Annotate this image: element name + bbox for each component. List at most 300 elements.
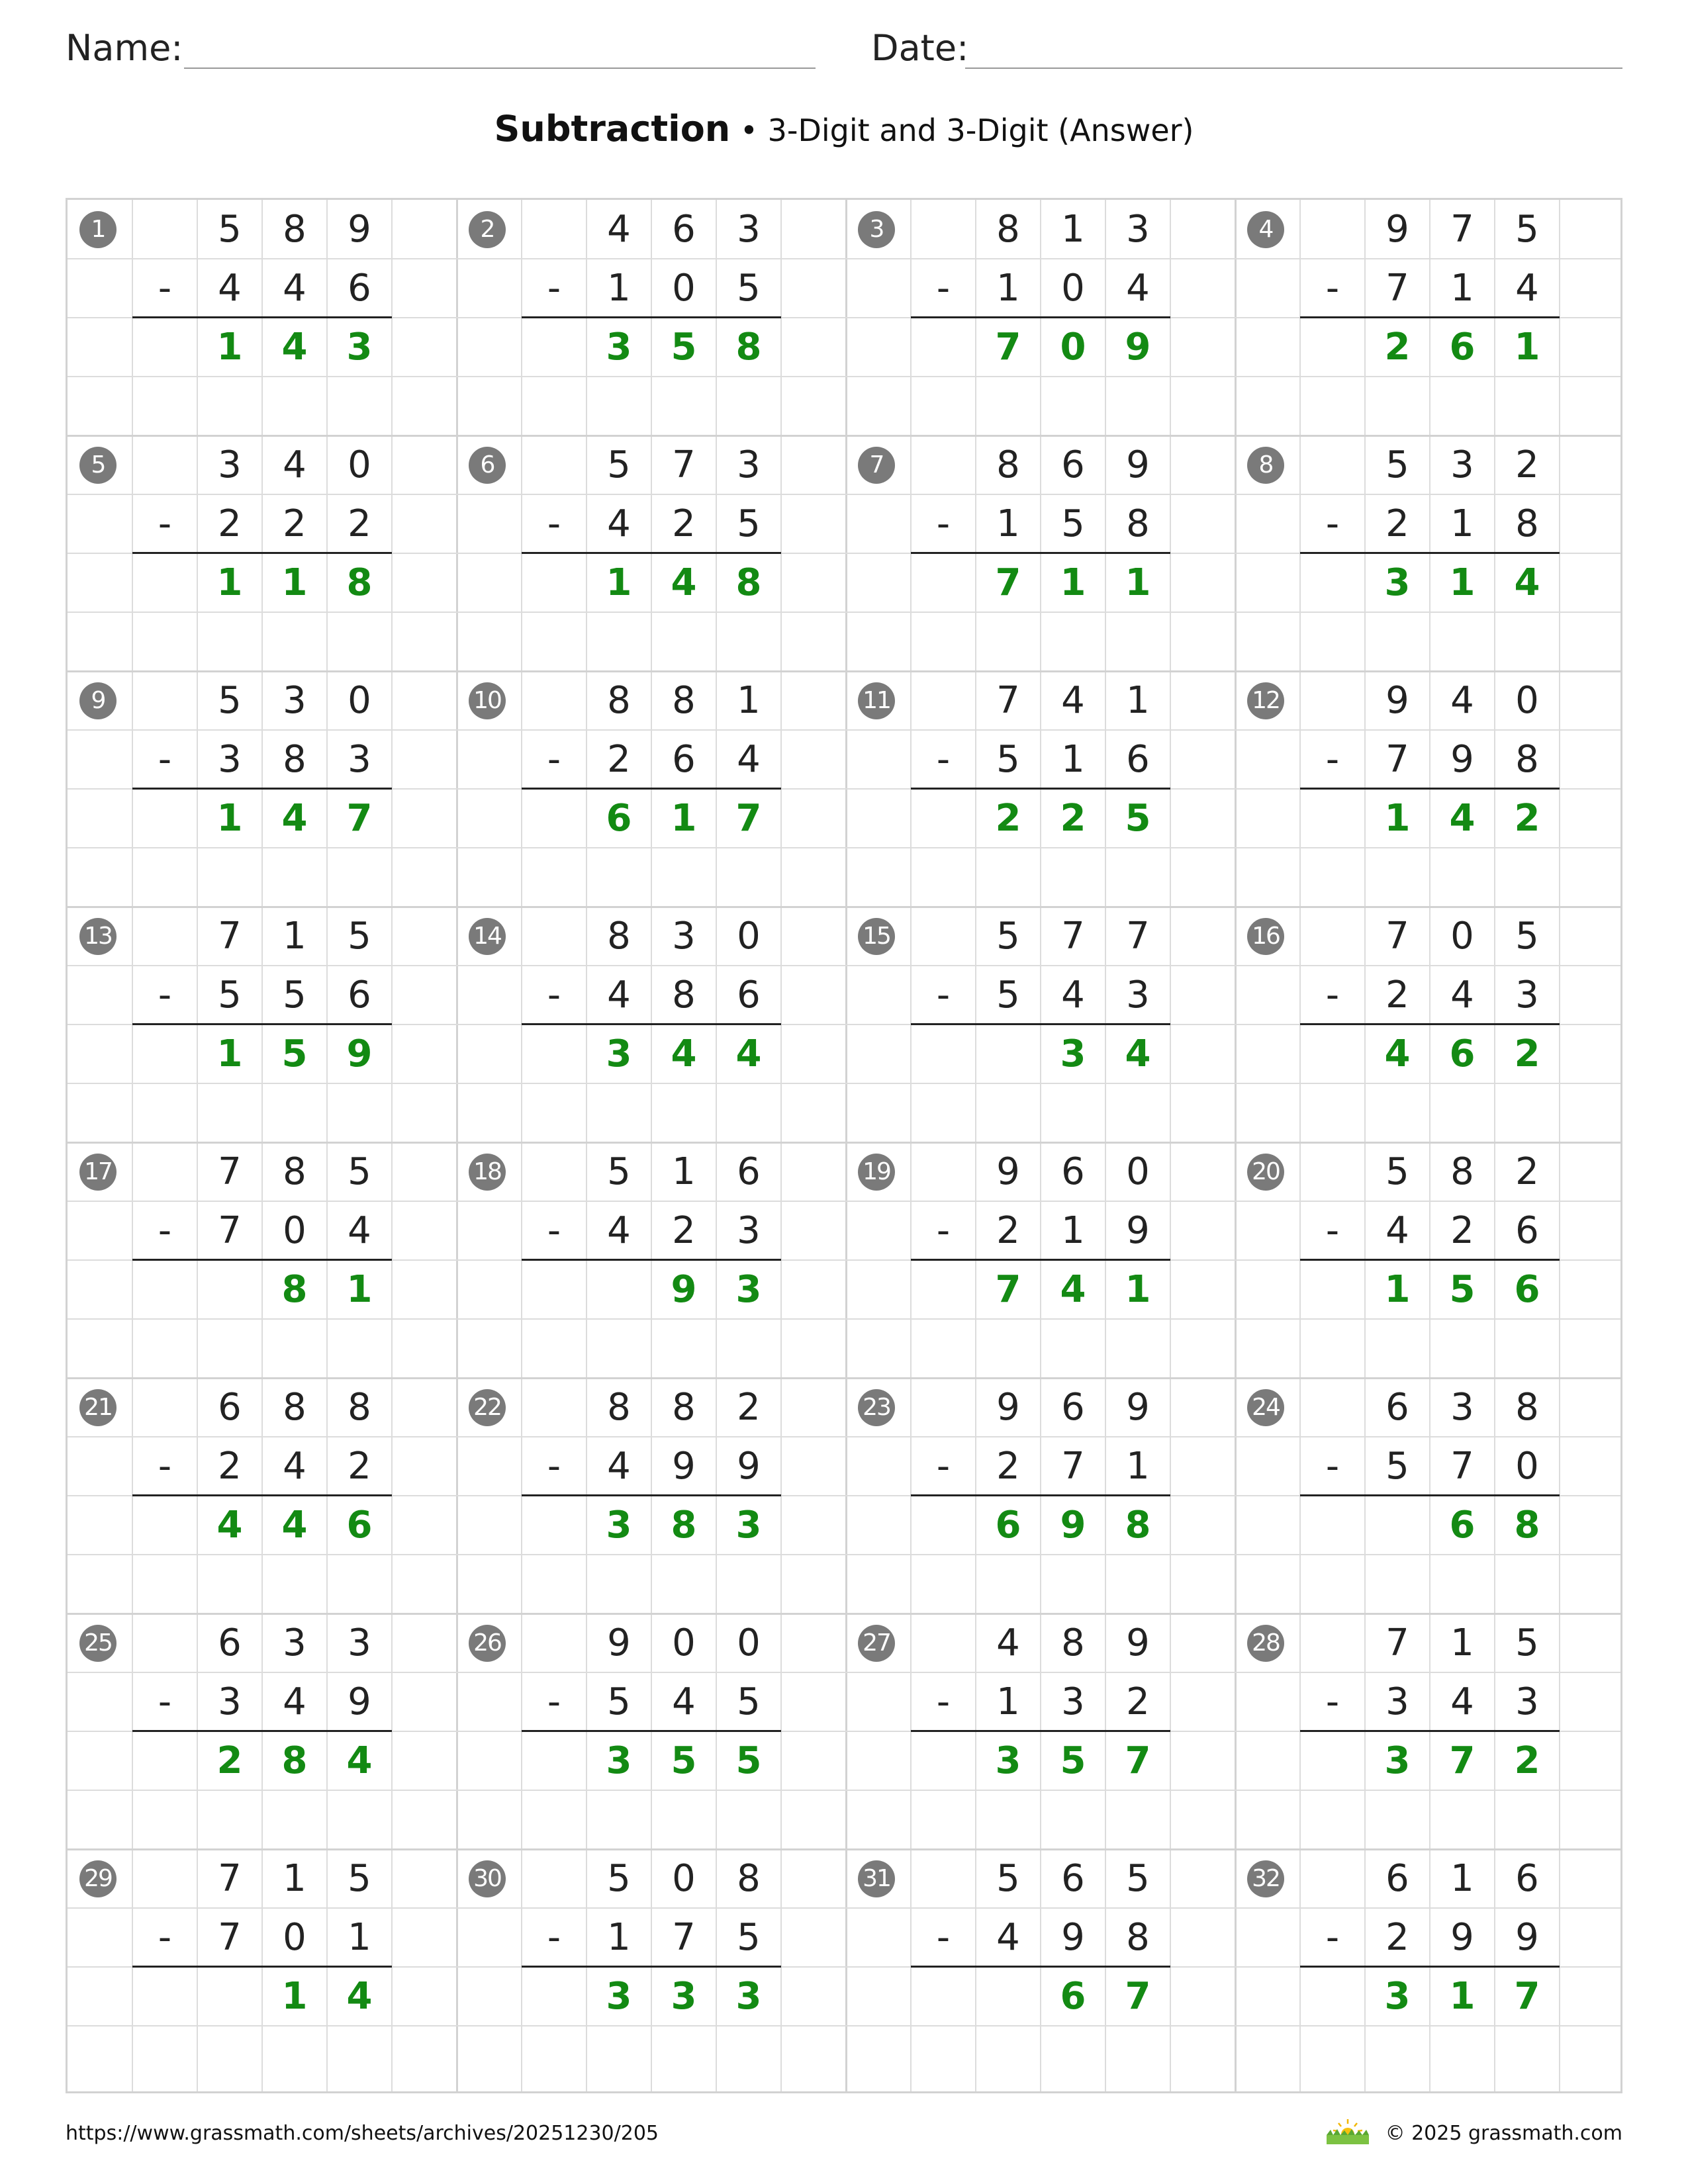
problem-number-badge: 8	[1247, 447, 1284, 484]
problem-number-badge: 4	[1247, 211, 1284, 248]
problem-number-badge: 21	[79, 1389, 117, 1426]
answer-digit[interactable]: 3	[1060, 1032, 1086, 1075]
answer-digit[interactable]: 1	[1514, 326, 1540, 369]
minus-sign: -	[1325, 1445, 1340, 1488]
answer-digit[interactable]: 6	[1514, 1268, 1540, 1311]
answer-digit[interactable]: 8	[735, 561, 762, 604]
problem-number-badge: 9	[79, 682, 117, 719]
minuend-digit: 3	[1450, 1386, 1474, 1429]
problem-8	[1235, 435, 1624, 671]
minus-sign: -	[158, 1209, 172, 1252]
answer-digit[interactable]: 2	[1384, 326, 1411, 369]
problem-number-badge: 12	[1247, 682, 1284, 719]
answer-digit[interactable]: 8	[1514, 1504, 1540, 1547]
problem-27	[846, 1614, 1235, 1849]
answer-digit[interactable]: 4	[1384, 1032, 1411, 1075]
subtrahend-digit: 5	[737, 267, 761, 310]
minuend-digit: 1	[283, 1857, 306, 1900]
minus-sign: -	[1325, 974, 1340, 1017]
answer-digit[interactable]: 1	[606, 561, 632, 604]
minuend-digit: 2	[1515, 1150, 1539, 1193]
subtrahend-digit: 1	[348, 1916, 371, 1959]
answer-digit[interactable]: 5	[735, 1739, 762, 1782]
subtrahend-digit: 5	[1385, 1445, 1409, 1488]
subtrahend-digit: 5	[996, 738, 1020, 781]
minuend-digit: 3	[218, 443, 242, 486]
answer-digit[interactable]: 3	[606, 1739, 632, 1782]
subtrahend-digit: 1	[1126, 1445, 1150, 1488]
subtrahend-digit: 1	[996, 1680, 1020, 1723]
minuend-digit: 6	[1061, 1150, 1085, 1193]
problem-10	[457, 671, 846, 907]
minuend-digit: 8	[672, 679, 696, 722]
answer-digit[interactable]: 7	[1125, 1975, 1151, 2018]
minuend-digit: 4	[996, 1621, 1020, 1664]
minuend-digit: 5	[348, 1150, 371, 1193]
answer-digit[interactable]: 3	[1384, 1739, 1411, 1782]
subtrahend-digit: 2	[1385, 974, 1409, 1017]
minuend-digit: 5	[1385, 443, 1409, 486]
subtrahend-digit: 8	[672, 974, 696, 1017]
minuend-digit: 9	[1126, 443, 1150, 486]
problem-number-badge: 2	[469, 211, 506, 248]
problem-number-badge: 22	[469, 1389, 506, 1426]
answer-digit[interactable]: 7	[995, 561, 1021, 604]
subtrahend-digit: 3	[1385, 1680, 1409, 1723]
minuend-digit: 8	[1515, 1386, 1539, 1429]
answer-digit[interactable]: 4	[281, 797, 308, 840]
problem-26	[457, 1614, 846, 1849]
answer-digit[interactable]: 4	[346, 1739, 373, 1782]
footer-url[interactable]: https://www.grassmath.com/sheets/archives/20251230/205	[66, 2122, 659, 2145]
answer-digit[interactable]: 5	[1449, 1268, 1476, 1311]
minus-sign: -	[547, 1916, 561, 1959]
problem-number-badge: 11	[858, 682, 895, 719]
answer-digit[interactable]: 6	[1449, 326, 1476, 369]
minuend-digit: 4	[1061, 679, 1085, 722]
subtrahend-digit: 6	[1126, 738, 1150, 781]
subtrahend-digit: 1	[996, 502, 1020, 545]
problem-number-badge: 30	[469, 1860, 506, 1897]
subtrahend-digit: 9	[348, 1680, 371, 1723]
minuend-digit: 6	[737, 1150, 761, 1193]
subtrahend-digit: 2	[283, 502, 306, 545]
minus-sign: -	[1325, 1680, 1340, 1723]
answer-digit[interactable]: 2	[216, 1739, 243, 1782]
answer-digit[interactable]: 0	[1060, 326, 1086, 369]
answer-digit[interactable]: 7	[735, 797, 762, 840]
minuend-digit: 2	[1515, 443, 1539, 486]
problem-23	[846, 1378, 1235, 1614]
answer-digit[interactable]: 1	[1449, 1975, 1476, 2018]
subtrahend-digit: 4	[218, 267, 242, 310]
footer-copyright: © 2025 grassmath.com	[1385, 2122, 1622, 2145]
minuend-digit: 6	[672, 208, 696, 251]
subtrahend-digit: 1	[607, 267, 631, 310]
answer-digit[interactable]: 5	[281, 1032, 308, 1075]
answer-digit[interactable]: 3	[606, 1975, 632, 2018]
problem-20	[1235, 1142, 1624, 1378]
minuend-digit: 8	[607, 679, 631, 722]
answer-digit[interactable]: 1	[346, 1268, 373, 1311]
minuend-digit: 7	[1450, 208, 1474, 251]
answer-digit[interactable]: 4	[735, 1032, 762, 1075]
answer-digit[interactable]: 8	[671, 1504, 697, 1547]
worksheet-grid	[66, 198, 1622, 2093]
problem-number-badge: 25	[79, 1625, 117, 1662]
answer-digit[interactable]: 7	[1449, 1739, 1476, 1782]
answer-digit[interactable]: 4	[1060, 1268, 1086, 1311]
subtrahend-digit: 1	[1061, 1209, 1085, 1252]
subtrahend-digit: 4	[607, 974, 631, 1017]
minuend-digit: 1	[1126, 679, 1150, 722]
name-line[interactable]	[184, 68, 816, 69]
minus-sign: -	[158, 502, 172, 545]
problem-15	[846, 907, 1235, 1142]
minus-sign: -	[936, 267, 951, 310]
answer-digit[interactable]: 4	[671, 561, 697, 604]
answer-digit[interactable]: 9	[346, 1032, 373, 1075]
answer-digit[interactable]: 8	[281, 1268, 308, 1311]
minuend-digit: 5	[1126, 1857, 1150, 1900]
answer-digit[interactable]: 2	[995, 797, 1021, 840]
subtrahend-digit: 0	[283, 1916, 306, 1959]
minuend-digit: 7	[1126, 915, 1150, 958]
answer-digit[interactable]: 1	[216, 561, 243, 604]
minuend-digit: 0	[348, 679, 371, 722]
subtrahend-digit: 9	[737, 1445, 761, 1488]
subtrahend-digit: 3	[1515, 1680, 1539, 1723]
minus-sign: -	[1325, 738, 1340, 781]
answer-digit[interactable]: 1	[1060, 561, 1086, 604]
answer-digit[interactable]: 7	[995, 326, 1021, 369]
problem-number-badge: 15	[858, 918, 895, 955]
answer-digit[interactable]: 3	[735, 1975, 762, 2018]
subtrahend-digit: 2	[348, 502, 371, 545]
subtrahend-digit: 7	[1061, 1445, 1085, 1488]
minus-sign: -	[936, 1209, 951, 1252]
answer-digit[interactable]: 1	[281, 561, 308, 604]
problem-number-badge: 16	[1247, 918, 1284, 955]
minus-sign: -	[936, 738, 951, 781]
answer-digit[interactable]: 4	[1514, 561, 1540, 604]
minuend-digit: 3	[348, 1621, 371, 1664]
problem-13	[68, 907, 457, 1142]
answer-digit[interactable]: 9	[1125, 326, 1151, 369]
answer-digit[interactable]: 3	[606, 1504, 632, 1547]
answer-digit[interactable]: 6	[606, 797, 632, 840]
answer-digit[interactable]: 2	[1514, 797, 1540, 840]
minuend-digit: 8	[607, 915, 631, 958]
minuend-digit: 5	[1515, 1621, 1539, 1664]
answer-digit[interactable]: 1	[1125, 1268, 1151, 1311]
subtrahend-digit: 3	[218, 1680, 242, 1723]
minuend-digit: 8	[737, 1857, 761, 1900]
subtrahend-digit: 4	[1450, 974, 1474, 1017]
answer-digit[interactable]: 4	[281, 1504, 308, 1547]
answer-digit[interactable]: 8	[1125, 1504, 1151, 1547]
problem-16	[1235, 907, 1624, 1142]
subtrahend-digit: 5	[737, 502, 761, 545]
problem-number-badge: 10	[469, 682, 506, 719]
subtrahend-digit: 9	[1450, 1916, 1474, 1959]
minuend-digit: 9	[1385, 679, 1409, 722]
minuend-digit: 7	[218, 1857, 242, 1900]
subtrahend-digit: 7	[1450, 1445, 1474, 1488]
answer-digit[interactable]: 1	[281, 1975, 308, 2018]
problem-12	[1235, 671, 1624, 907]
answer-digit[interactable]: 7	[1125, 1739, 1151, 1782]
subtrahend-digit: 2	[1126, 1680, 1150, 1723]
problem-number-badge: 20	[1247, 1154, 1284, 1191]
minuend-digit: 5	[607, 443, 631, 486]
name-label: Name:	[66, 27, 183, 69]
answer-digit[interactable]: 1	[216, 1032, 243, 1075]
problem-11	[846, 671, 1235, 907]
answer-digit[interactable]: 6	[1449, 1032, 1476, 1075]
minuend-digit: 5	[348, 915, 371, 958]
minuend-digit: 9	[348, 208, 371, 251]
answer-digit[interactable]: 3	[735, 1268, 762, 1311]
problem-number-badge: 13	[79, 918, 117, 955]
subtrahend-digit: 0	[1061, 267, 1085, 310]
subtrahend-digit: 5	[737, 1916, 761, 1959]
answer-digit[interactable]: 4	[281, 326, 308, 369]
answer-digit[interactable]: 5	[1060, 1739, 1086, 1782]
problem-number-badge: 24	[1247, 1389, 1284, 1426]
minuend-digit: 3	[737, 208, 761, 251]
problem-22	[457, 1378, 846, 1614]
minuend-digit: 7	[1385, 1621, 1409, 1664]
subtrahend-digit: 7	[1385, 738, 1409, 781]
answer-digit[interactable]: 2	[1514, 1739, 1540, 1782]
answer-digit[interactable]: 8	[346, 561, 373, 604]
minuend-digit: 5	[218, 679, 242, 722]
minuend-digit: 5	[996, 915, 1020, 958]
minuend-digit: 1	[1450, 1621, 1474, 1664]
subtrahend-digit: 9	[1515, 1916, 1539, 1959]
answer-digit[interactable]: 1	[671, 797, 697, 840]
problem-number-badge: 18	[469, 1154, 506, 1191]
minuend-digit: 8	[348, 1386, 371, 1429]
subtrahend-digit: 4	[1385, 1209, 1409, 1252]
subtrahend-digit: 1	[1450, 267, 1474, 310]
subtrahend-digit: 4	[737, 738, 761, 781]
subtrahend-digit: 4	[996, 1916, 1020, 1959]
subtrahend-digit: 3	[348, 738, 371, 781]
subtrahend-digit: 8	[1126, 502, 1150, 545]
subtrahend-digit: 4	[1450, 1680, 1474, 1723]
minuend-digit: 6	[1061, 1857, 1085, 1900]
minuend-digit: 8	[996, 208, 1020, 251]
problem-4	[1235, 200, 1624, 435]
minuend-digit: 8	[1450, 1150, 1474, 1193]
minus-sign: -	[1325, 267, 1340, 310]
answer-digit[interactable]: 2	[1060, 797, 1086, 840]
answer-digit[interactable]: 4	[671, 1032, 697, 1075]
minus-sign: -	[158, 974, 172, 1017]
minuend-digit: 6	[1061, 443, 1085, 486]
answer-digit[interactable]: 3	[606, 1032, 632, 1075]
minuend-digit: 8	[283, 1386, 306, 1429]
problem-29	[68, 1849, 457, 2085]
subtrahend-digit: 3	[218, 738, 242, 781]
minuend-digit: 8	[1061, 1621, 1085, 1664]
problem-9	[68, 671, 457, 907]
minuend-digit: 9	[996, 1150, 1020, 1193]
minuend-digit: 1	[283, 915, 306, 958]
answer-digit[interactable]: 6	[995, 1504, 1021, 1547]
minuend-digit: 2	[737, 1386, 761, 1429]
answer-digit[interactable]: 5	[1125, 797, 1151, 840]
problem-19	[846, 1142, 1235, 1378]
problem-number-badge: 17	[79, 1154, 117, 1191]
subtrahend-digit: 4	[672, 1680, 696, 1723]
minuend-digit: 3	[672, 915, 696, 958]
subtrahend-digit: 4	[1126, 267, 1150, 310]
problem-25	[68, 1614, 457, 1849]
subtrahend-digit: 9	[1126, 1209, 1150, 1252]
subtrahend-digit: 4	[348, 1209, 371, 1252]
minus-sign: -	[1325, 1209, 1340, 1252]
subtrahend-digit: 7	[218, 1209, 242, 1252]
answer-digit[interactable]: 6	[1449, 1504, 1476, 1547]
answer-digit[interactable]: 7	[346, 797, 373, 840]
problem-number-badge: 6	[469, 447, 506, 484]
answer-digit[interactable]: 6	[346, 1504, 373, 1547]
minuend-digit: 0	[672, 1621, 696, 1664]
answer-digit[interactable]: 5	[671, 1739, 697, 1782]
subtrahend-digit: 2	[607, 738, 631, 781]
minuend-digit: 0	[737, 1621, 761, 1664]
answer-digit[interactable]: 2	[1514, 1032, 1540, 1075]
answer-digit[interactable]: 4	[346, 1975, 373, 2018]
minus-sign: -	[936, 1916, 951, 1959]
subtrahend-digit: 5	[1061, 502, 1085, 545]
problem-number-badge: 31	[858, 1860, 895, 1897]
answer-digit[interactable]: 3	[1384, 561, 1411, 604]
date-line[interactable]	[965, 68, 1622, 69]
subtrahend-digit: 4	[283, 1680, 306, 1723]
title-subtitle: • 3-Digit and 3-Digit (Answer)	[730, 113, 1194, 148]
answer-digit[interactable]: 4	[1125, 1032, 1151, 1075]
minus-sign: -	[547, 738, 561, 781]
answer-digit[interactable]: 1	[1125, 561, 1151, 604]
answer-digit[interactable]: 1	[216, 797, 243, 840]
answer-digit[interactable]: 3	[346, 326, 373, 369]
answer-digit[interactable]: 3	[606, 326, 632, 369]
minuend-digit: 5	[1385, 1150, 1409, 1193]
answer-digit[interactable]: 7	[995, 1268, 1021, 1311]
subtrahend-digit: 4	[607, 502, 631, 545]
minuend-digit: 0	[1126, 1150, 1150, 1193]
answer-digit[interactable]: 5	[671, 326, 697, 369]
subtrahend-digit: 8	[1515, 738, 1539, 781]
problem-30	[457, 1849, 846, 2085]
problem-number-badge: 5	[79, 447, 117, 484]
problem-number-badge: 7	[858, 447, 895, 484]
subtrahend-digit: 6	[1515, 1209, 1539, 1252]
minuend-digit: 6	[218, 1386, 242, 1429]
subtrahend-digit: 6	[348, 974, 371, 1017]
subtrahend-digit: 7	[1385, 267, 1409, 310]
answer-digit[interactable]: 1	[1384, 1268, 1411, 1311]
minus-sign: -	[547, 1680, 561, 1723]
problem-1	[68, 200, 457, 435]
minus-sign: -	[158, 1445, 172, 1488]
subtrahend-digit: 5	[737, 1680, 761, 1723]
problem-17	[68, 1142, 457, 1378]
subtrahend-digit: 9	[1450, 738, 1474, 781]
answer-digit[interactable]: 8	[735, 326, 762, 369]
answer-digit[interactable]: 4	[216, 1504, 243, 1547]
answer-digit[interactable]: 4	[1449, 797, 1476, 840]
subtrahend-digit: 4	[283, 1445, 306, 1488]
minuend-digit: 0	[348, 443, 371, 486]
minuend-digit: 3	[283, 679, 306, 722]
problem-number-badge: 28	[1247, 1625, 1284, 1662]
subtrahend-digit: 7	[672, 1916, 696, 1959]
answer-digit[interactable]: 3	[671, 1975, 697, 2018]
minuend-digit: 8	[672, 1386, 696, 1429]
minuend-digit: 5	[996, 1857, 1020, 1900]
minus-sign: -	[547, 502, 561, 545]
subtrahend-digit: 4	[607, 1445, 631, 1488]
answer-digit[interactable]: 1	[1384, 797, 1411, 840]
problem-6	[457, 435, 846, 671]
minus-sign: -	[158, 267, 172, 310]
minuend-digit: 3	[1126, 208, 1150, 251]
problem-number-badge: 26	[469, 1625, 506, 1662]
minuend-digit: 6	[1061, 1386, 1085, 1429]
problem-number-badge: 27	[858, 1625, 895, 1662]
subtrahend-digit: 5	[218, 974, 242, 1017]
answer-digit[interactable]: 7	[1514, 1975, 1540, 2018]
problem-number-badge: 23	[858, 1389, 895, 1426]
problem-31	[846, 1849, 1235, 2085]
answer-digit[interactable]: 9	[671, 1268, 697, 1311]
answer-digit[interactable]: 1	[216, 326, 243, 369]
minuend-digit: 4	[607, 208, 631, 251]
subtrahend-digit: 6	[348, 267, 371, 310]
subtrahend-digit: 0	[283, 1209, 306, 1252]
answer-digit[interactable]: 8	[281, 1739, 308, 1782]
answer-digit[interactable]: 9	[1060, 1504, 1086, 1547]
subtrahend-digit: 5	[283, 974, 306, 1017]
subtrahend-digit: 8	[1515, 502, 1539, 545]
answer-digit[interactable]: 3	[995, 1739, 1021, 1782]
subtrahend-digit: 3	[1126, 974, 1150, 1017]
minuend-digit: 7	[218, 1150, 242, 1193]
subtrahend-digit: 2	[672, 1209, 696, 1252]
problem-14	[457, 907, 846, 1142]
minuend-digit: 7	[218, 915, 242, 958]
minuend-digit: 7	[1061, 915, 1085, 958]
answer-digit[interactable]: 1	[1449, 561, 1476, 604]
minuend-digit: 9	[1385, 208, 1409, 251]
problem-24	[1235, 1378, 1624, 1614]
answer-digit[interactable]: 3	[735, 1504, 762, 1547]
subtrahend-digit: 2	[1385, 1916, 1409, 1959]
subtrahend-digit: 6	[672, 738, 696, 781]
problem-number-badge: 14	[469, 918, 506, 955]
answer-digit[interactable]: 3	[1384, 1975, 1411, 2018]
minus-sign: -	[936, 1445, 951, 1488]
minuend-digit: 9	[996, 1386, 1020, 1429]
answer-digit[interactable]: 6	[1060, 1975, 1086, 2018]
problem-28	[1235, 1614, 1624, 1849]
problem-21	[68, 1378, 457, 1614]
